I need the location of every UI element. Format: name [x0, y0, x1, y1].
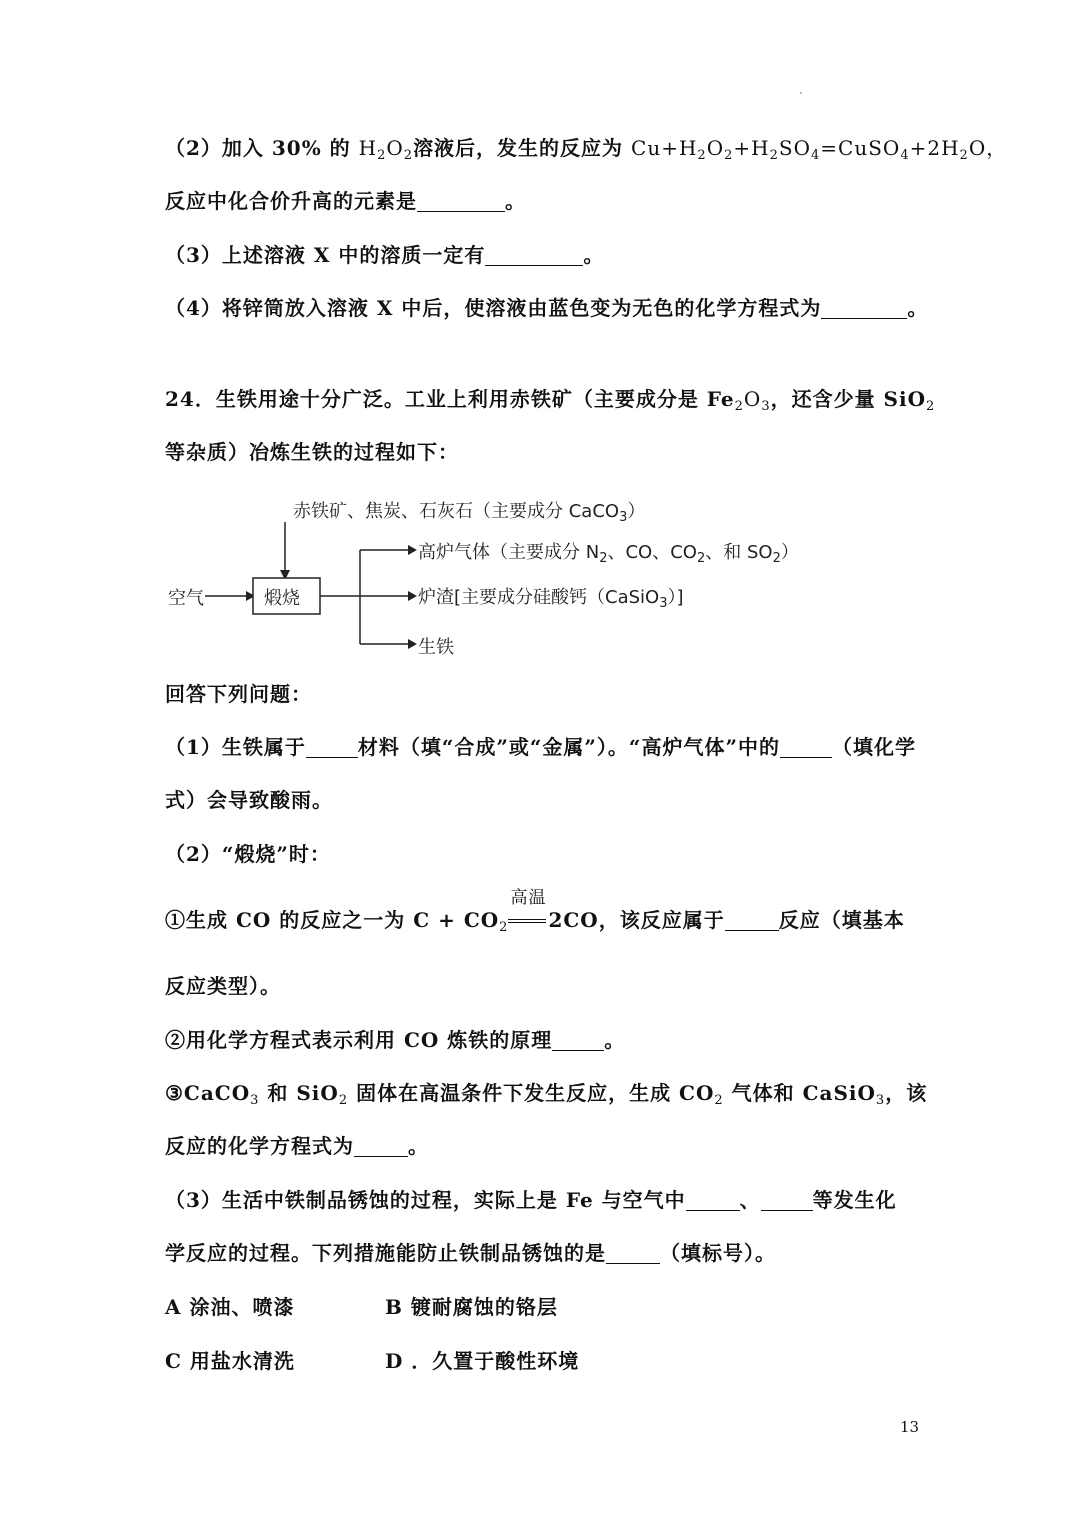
q23-part4: （4）将锌筒放入溶液 X 中后，使溶液由蓝色变为无色的化学方程式为 。: [165, 296, 929, 320]
answer-blank[interactable]: [725, 910, 779, 931]
arrowhead-icon: [408, 545, 417, 555]
q24-part3-line2: 学反应的过程。下列措施能防止铁制品锈蚀的是 （填标号）。: [165, 1241, 776, 1265]
answer-blank[interactable]: [761, 1190, 813, 1211]
answer-blank[interactable]: [354, 1136, 408, 1157]
option-a[interactable]: A 涂油、喷漆: [165, 1295, 295, 1319]
q23-part2-line2: 反应中化合价升高的元素是 。: [165, 189, 526, 213]
output-gas-label: 高炉气体（主要成分 $N_2$、CO、$CO_2$、和 $SO_2$）: [418, 542, 799, 566]
speck: [800, 92, 802, 94]
option-d[interactable]: D ．久置于酸性环境: [385, 1349, 580, 1373]
q23-part3: （3）上述溶液 X 中的溶质一定有 。: [165, 243, 605, 267]
q24-part1-line2: 式）会导致酸雨。: [165, 788, 333, 812]
q24-part2-item2: ②用化学方程式表示利用 CO 炼铁的原理 。: [165, 1028, 626, 1052]
arrowhead-icon: [408, 591, 417, 601]
arrowhead-icon: [408, 639, 417, 649]
answer-blank[interactable]: [606, 1243, 660, 1264]
q23-part2-line1: （2）加入 30% 的 $H_2O_2$溶液后，发生的反应为 $Cu+H_2O_2+H_2SO_4=CuSO_4+2H_2O$，: [165, 136, 1008, 163]
q24-intro-line1: 24．生铁用途十分广泛。工业上利用赤铁矿（主要成分是 $Fe_2O_3$，还含少量 SiO$_2$: [165, 387, 936, 414]
q24-part2-item3-line1: ③CaCO$_3$ 和 SiO$_2$ 固体在高温条件下发生反应，生成 $CO_2$ 气体和 CaSiO$_3$，该: [165, 1081, 928, 1108]
option-c[interactable]: C 用盐水清洗: [165, 1349, 295, 1373]
options-row1: [165, 1292, 925, 1322]
answer-blank[interactable]: [780, 737, 832, 758]
q24-part2-item1-line2: 反应类型）。: [165, 974, 281, 998]
q24-part3-line1: （3）生活中铁制品锈蚀的过程，实际上是 Fe 与空气中 、 等发生化: [165, 1188, 897, 1212]
output-iron-label: 生铁: [418, 637, 454, 658]
q24-part2-item3-line2: 反应的化学方程式为 。: [165, 1134, 429, 1158]
process-label: 煅烧: [264, 588, 300, 609]
air-label: 空气: [168, 588, 204, 609]
answer-blank[interactable]: [485, 245, 583, 266]
option-b[interactable]: B 镀耐腐蚀的铬层: [385, 1295, 558, 1319]
q24-part1-line1: （1）生铁属于 材料（填“合成”或“金属”）。“高炉气体”中的 （填化学: [165, 735, 916, 759]
q24-part2-heading: （2）“煅烧”时：: [165, 842, 331, 866]
options-row2: [165, 1346, 925, 1376]
answer-blank[interactable]: [306, 737, 358, 758]
answer-blank[interactable]: [686, 1190, 740, 1211]
output-slag-label: 炉渣[主要成分硅酸钙（CaSiO$_3$）]: [418, 587, 684, 611]
q24-intro-line2: 等杂质）冶炼生铁的过程如下：: [165, 440, 459, 464]
q24-part2-item1-line1: ①生成 CO 的反应之一为 $C + CO_2$ 高温 2CO，该反应属于 反应（填基本: [165, 888, 905, 935]
answer-blank[interactable]: [821, 298, 907, 319]
answer-blank[interactable]: [417, 191, 505, 212]
page-number: 13: [900, 1418, 920, 1436]
raw-materials-label: 赤铁矿、焦炭、石灰石（主要成分 CaCO$_3$）: [293, 501, 646, 525]
answer-prompt: 回答下列问题：: [165, 682, 312, 706]
reaction-condition: 高温: [508, 907, 548, 927]
answer-blank[interactable]: [552, 1030, 604, 1051]
